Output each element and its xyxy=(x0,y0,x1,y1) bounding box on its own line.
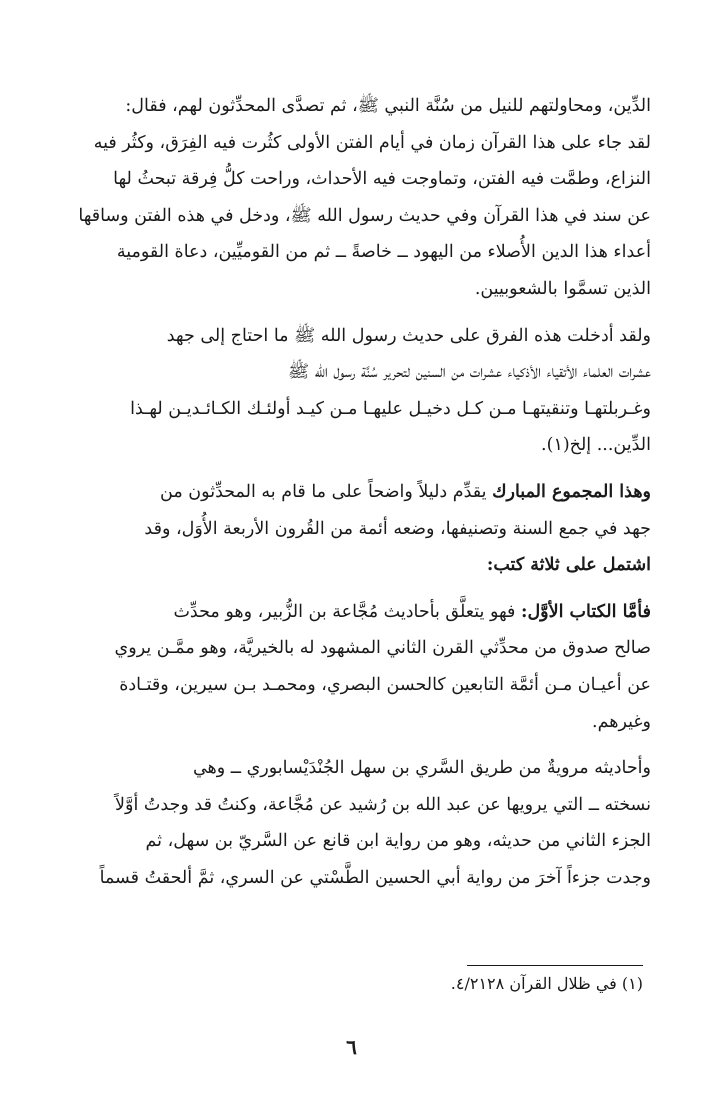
footnote-divider xyxy=(467,965,643,966)
line: صالح صدوق من محدِّثي القرن الثاني المشهود له بالخيريَّة، وهو ممَّـن يروي xyxy=(114,638,651,659)
paragraph-2 xyxy=(60,318,651,464)
line: عن أعيـان مـن أئمَّة التابعين كالحسن البصري، ومحمـد بـن سيرين، وقتـادة xyxy=(119,674,651,695)
line: لقد جاء على هذا القرآن زمان في أيام الفتن الأولى كثُرت فيه الفِرَق، وكثُر فيه xyxy=(93,132,651,153)
paragraph-5 xyxy=(60,750,651,896)
line: أعداء هذا الدين الأُصلاء من اليهود ــ خاصةً ــ ثم من القوميِّين، دعاة القومية xyxy=(116,242,651,263)
line: النزاع، وطمَّت فيه الفتن، وتماوجت فيه الأحداث، وراحت كلُّ فِرقة تبحثُ لها xyxy=(113,169,651,190)
line: الدِّين، ومحاولتهم للنيل من سُنَّة النبي ﷺ، ثم تصدَّى المحدِّثون لهم، فقال: xyxy=(125,96,651,116)
line: يقدِّم دليلاً واضحاً على ما قام به المحدِّثون من xyxy=(160,481,493,502)
line: الذين تسمَّوا بالشعوبيين. xyxy=(474,278,651,299)
paragraph-3 xyxy=(60,474,651,584)
line: وغيرهم. xyxy=(592,711,651,732)
line: وغـربلتهـا وتنقيتهـا مـن كـل دخيـل عليهـا مـن كيـد أولئـك الكـائـديـن لهـذا xyxy=(130,398,651,419)
line: فهو يتعلَّق بأحاديث مُجَّاعة بن الزُّبير، وهو محدِّث xyxy=(173,601,521,622)
line-bold: اشتمل على ثلاثة كتب: xyxy=(486,555,651,576)
line: وأحاديثه مرويةٌ من طريق السَّري بن سهل الجُنْدَيْسابوري ــ وهي xyxy=(192,758,651,779)
footnote: (١) في ظلال القرآن ٤/٢١٢٨. xyxy=(450,974,643,993)
line: نسخته ــ التي يرويها عن عبد الله بن رُشيد عن مُجَّاعة، وكنتُ قد وجدتُ أوَّلاً xyxy=(115,794,651,815)
line: وجدت جزءاً آخرَ من رواية أبي الحسين الطَّسْتي عن السري، ثمَّ ألحقتُ قسماً xyxy=(99,867,651,888)
line: الدِّين... إلخ(١). xyxy=(541,435,651,456)
line: الجزء الثاني من حديثه، وهو من رواية ابن قانع عن السَّريّ بن سهل، ثم xyxy=(145,831,651,852)
line: عشرات العلماء الأتقياء الأذكياء عشرات من السنين لتحرير سُنَّة رسول الله ﷺ xyxy=(288,362,651,383)
paragraph-1 xyxy=(60,88,651,308)
paragraph-4 xyxy=(60,594,651,740)
line: عن سند في هذا القرآن وفي حديث رسول الله ﷺ، ودخل في هذه الفتن وساقها xyxy=(78,205,651,226)
page-number: ٦ xyxy=(346,1035,357,1059)
body-text xyxy=(60,88,651,896)
bold-lead: وهذا المجموع المبارك xyxy=(492,481,651,502)
line: ولقد أدخلت هذه الفرق على حديث رسول الله ﷺ ما احتاج إلى جهد xyxy=(166,325,651,346)
bold-lead: فأمَّا الكتاب الأوَّل: xyxy=(520,601,651,622)
line: جهد في جمع السنة وتصنيفها، وضعه أئمة من القُرون الأربعة الأُوَل، وقد xyxy=(144,518,651,539)
